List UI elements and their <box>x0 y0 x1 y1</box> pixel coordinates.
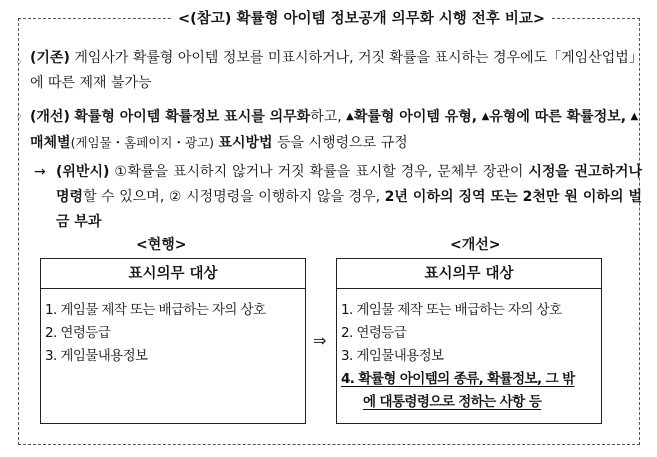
improved-text-4: 유형에 따른 확률정보, <box>489 109 627 125</box>
improved-label: (개선) <box>30 109 70 125</box>
arrow-right-icon: → <box>34 164 46 180</box>
improved-box-title: 표시의무 대상 <box>337 259 601 289</box>
list-item: 3. 게임물내용정보 <box>341 348 444 364</box>
violation-label: (위반시) <box>56 164 110 180</box>
list-item: 2. 연령등급 <box>341 325 407 341</box>
improved-box-body <box>337 289 601 414</box>
list-item: 3. 게임물내용정보 <box>45 348 148 364</box>
improved-text-6: (게임물・홈페이지・광고) <box>70 135 215 150</box>
improved-text-2: 하고, <box>310 109 342 125</box>
list-item: 1. 게임물 제작 또는 배급하는 자의 상호 <box>341 302 562 318</box>
current-box <box>40 258 306 424</box>
bullet-icon: ◦ <box>16 56 23 69</box>
bullet-icon: ◦ <box>16 110 23 123</box>
triangle-icon: ▲ <box>346 111 354 122</box>
violation-text-3: 할 수 있으며, ② 시정명령을 이행하지 않을 경우, <box>83 189 381 205</box>
improved-box <box>336 258 602 424</box>
improved-text-5: 매체별 <box>30 135 71 151</box>
transition-arrow-icon: ⇒ <box>313 331 327 350</box>
existing-text: 게임사가 확률형 아이템 정보를 미표시하거나, 거짓 확률을 표시하는 경우에도「게임산업법」에 따른 제재 불가능 <box>30 50 636 91</box>
page-title: <(참고) 확률형 아이템 정보공개 의무화 시행 전후 비교> <box>172 8 551 30</box>
violation-text-4: 2년 이하의 징역 또는 2천만 원 이하의 벌금 부과 <box>56 189 642 230</box>
list-item-new: 4. 확률형 아이템의 종류, 확률정보, 그 밖 <box>341 371 575 387</box>
improved-heading: <개선> <box>450 237 501 253</box>
section-improved <box>30 104 642 156</box>
list-item: 1. 게임물 제작 또는 배급하는 자의 상호 <box>45 302 266 318</box>
list-item: 2. 연령등급 <box>45 325 111 341</box>
section-violation <box>56 160 642 235</box>
current-box-body <box>41 289 305 368</box>
triangle-icon: ▲ <box>630 111 639 122</box>
current-box-title: 표시의무 대상 <box>41 259 305 289</box>
improved-text-8: 등을 시행령으로 규정 <box>277 135 408 151</box>
violation-text-2: 시정을 권고하거나 명령 <box>56 164 642 205</box>
current-heading: <현행> <box>136 237 187 253</box>
improved-text-1: 확률형 아이템 확률정보 표시를 의무화 <box>74 109 311 125</box>
list-item-new-cont: 에 대통령령으로 정하는 사항 등 <box>363 394 542 410</box>
existing-label: (기존) <box>30 50 70 66</box>
triangle-icon: ▲ <box>481 111 490 122</box>
section-existing <box>30 46 640 96</box>
improved-text-3: 확률형 아이템 유형, <box>353 109 478 125</box>
violation-text-1: ①확률을 표시하지 않거나 거짓 확률을 표시할 경우, 문체부 장관이 <box>114 164 524 180</box>
improved-text-7: 표시방법 <box>218 135 273 151</box>
